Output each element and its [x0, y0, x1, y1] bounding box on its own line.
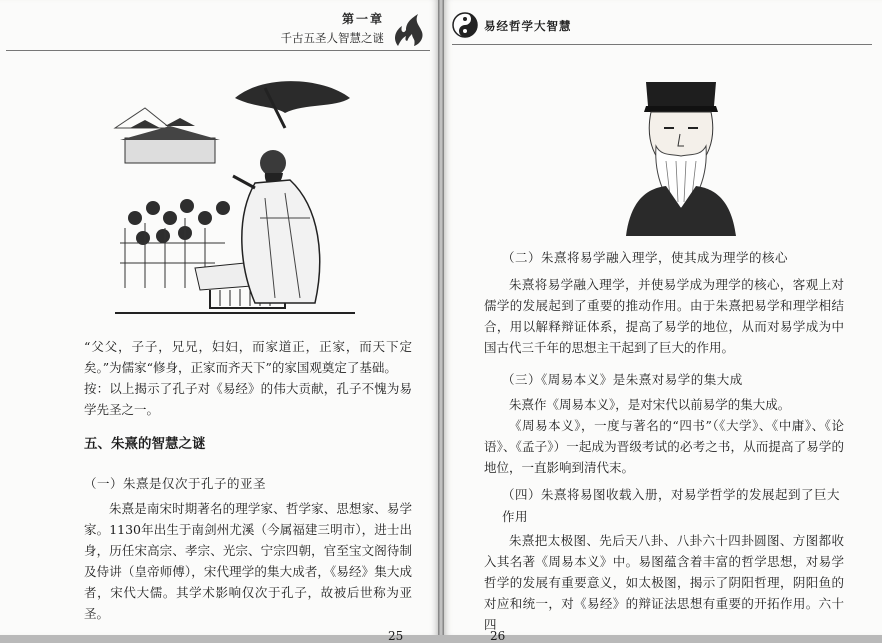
section-4-body: 朱熹把太极图、先后天八卦、八卦六十四卦圆图、方图都收入其名著《周易本义》中。易图蕴含着丰富的哲学思想，对易学哲学的发展有重要意义，如太极图，揭示了阴阳哲理，阴阳鱼的对应和统一，对《易经》的辩证法思想有重要的开拓作用。六十四	[484, 533, 844, 632]
left-page	[0, 0, 438, 643]
subsection-title: （一）朱熹是仅次于孔子的亚圣	[84, 476, 267, 491]
page-number: 25	[388, 629, 404, 643]
section-3-title: （三）《周易本义》是朱熹对易学的集大成	[502, 372, 743, 387]
section-2-body: 朱熹将易学融入理学，并使易学成为理学的核心，客观上对儒学的发展起到了重要的推动作用。由于朱熹把易学和理学相结合，用以解释辩证体系，提高了易学的地位，从而对易学成为中国古代三千年的思想主干起到了巨大的作用。	[484, 277, 844, 355]
section-3-body: 朱熹作《周易本义》，是对宋代以前易学的集大成。	[509, 397, 791, 412]
section-2-title: （二）朱熹将易学融入理学，使其成为理学的核心	[502, 250, 789, 265]
header-rule	[452, 44, 872, 45]
note-text: 按：以上揭示了孔子对《易经》的伟大贡献，孔子不愧为易学先圣之一。	[84, 381, 412, 417]
zhu-xi-portrait	[606, 76, 756, 236]
section-title: 五、朱熹的智慧之谜	[84, 436, 206, 452]
section-4-title: （四）朱熹将易图收载入册，对易学哲学的发展起到了巨大作用	[502, 487, 841, 524]
section-3-body-2: 《周易本义》，一度与著名的“四书”（《大学》、《中庸》、《论语》、《孟子》）一起成为晋级考试的必考之书，从而提高了易学的地位，一直影响到清代末。	[484, 418, 844, 475]
confucius-teaching-illustration	[115, 68, 355, 318]
header-rule	[6, 50, 430, 51]
body-paragraph: 朱熹是南宋时期著名的理学家、哲学家、思想家、易学家。1130年出生于南剑州尤溪（今属福建三明市），进士出身，历任宋高宗、孝宗、光宗、宁宗四朝，官至宝文阁待制及侍讲（皇帝师傅），宋代理学的集大成者，《易经》集大成者，宋代大儒。其学术影响仅次于孔子，故被后世称为亚圣。	[84, 501, 412, 621]
right-page	[444, 0, 882, 643]
yin-yang-icon	[452, 12, 478, 38]
flame-ornament-icon	[390, 12, 428, 48]
section-3-text	[484, 394, 844, 478]
chapter-subtitle: 千古五圣人智慧之谜	[280, 31, 384, 45]
quote-text: “父父，子子，兄兄，妇妇，而家道正，正家，而天下定矣。”为儒家“修身，正家而齐天下”的家国观奠定了基础。	[84, 339, 412, 375]
quote-paragraph	[84, 336, 412, 420]
book-title: 易经哲学大智慧	[484, 19, 572, 33]
page-number: 26	[490, 629, 506, 643]
chapter-label: 第一章	[341, 12, 384, 26]
chapter-header	[168, 8, 428, 52]
